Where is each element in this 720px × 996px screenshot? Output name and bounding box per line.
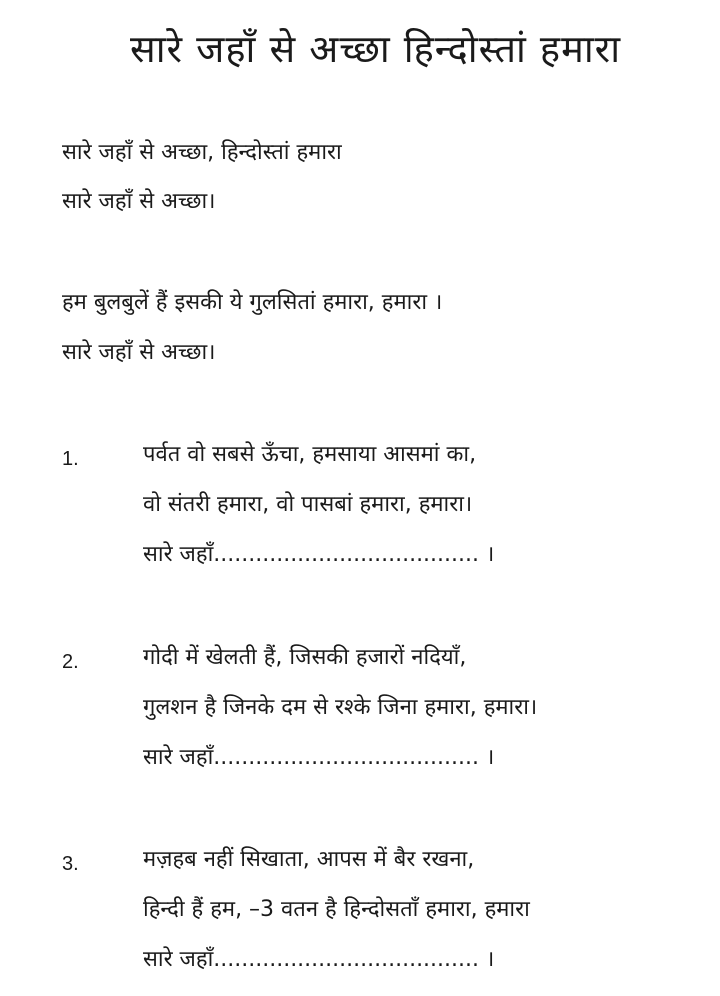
intro-line-1: सारे जहाँ से अच्छा, हिन्दोस्तां हमारा xyxy=(62,140,342,165)
verse-3-refrain: सारे जहाँ...................................... । xyxy=(143,947,495,972)
verse-1-refrain: सारे जहाँ...................................... । xyxy=(143,542,495,567)
chorus-line-2: सारे जहाँ से अच्छा। xyxy=(62,340,216,365)
verse-3-line-1: मज़हब नहीं सिखाता, आपस में बैर रखना, xyxy=(143,847,475,872)
song-title: सारे जहाँ से अच्छा हिन्दोस्तां हमारा xyxy=(130,27,622,71)
verse-1-line-1: पर्वत वो सबसे ऊँचा, हमसाया आसमां का, xyxy=(143,442,477,467)
verse-2-refrain: सारे जहाँ...................................... । xyxy=(143,745,495,770)
chorus-line-1: हम बुलबुलें हैं इसकी ये गुलसितां हमारा, हमारा । xyxy=(62,290,443,315)
verse-number-3: 3. xyxy=(62,853,79,875)
verse-2-line-2: गुलशन है जिनके दम से रश्के जिना हमारा, हमारा। xyxy=(143,695,538,720)
intro-line-2: सारे जहाँ से अच्छा। xyxy=(62,189,216,214)
verse-3-line-2: हिन्दी हैं हम, –3 वतन है हिन्दोसताँ हमारा, हमारा xyxy=(143,897,530,922)
verse-number-1: 1. xyxy=(62,448,79,470)
verse-1-line-2: वो संतरी हमारा, वो पासबां हमारा, हमारा। xyxy=(143,492,473,517)
verse-2-line-1: गोदी में खेलती हैं, जिसकी हजारों नदियाँ, xyxy=(143,645,467,670)
verse-number-2: 2. xyxy=(62,651,79,673)
